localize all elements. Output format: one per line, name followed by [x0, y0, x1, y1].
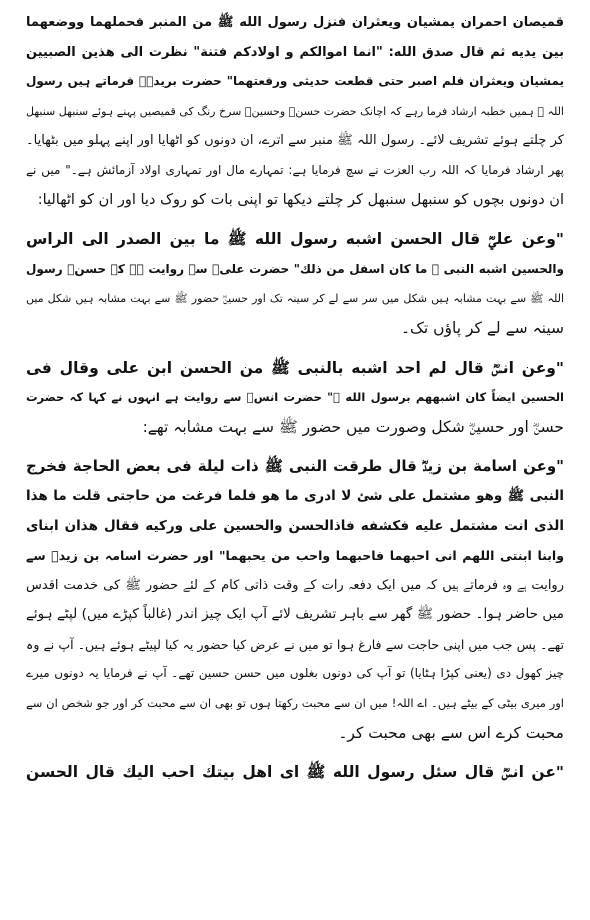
- text-line: حسنؓ اور حسینؓ شکل وصورت میں حضور ﷺ سے بہت مشابہ تھے:: [142, 417, 564, 436]
- text-line: والحسين اشبه النبى ﷺ ما كان اسفل من ذلك" حضرت علیؓ سے روایت ہے کہ حسنؓ رسول: [26, 261, 564, 276]
- paragraph-3: [26, 354, 564, 443]
- text-line: کر چلتے ہوئے تشریف لائے۔ رسول اللہ ﷺ منبر سے اترے، ان دونوں کو اٹھایا اور اپنے پہلو میں بٹھایا۔: [26, 133, 564, 149]
- text-line: قميصان احمران يمشيان ويعثران فنزل رسول الله ﷺ من المنبر فحملهما ووضعهما: [26, 15, 564, 30]
- text-line: چیز کھول دی (یعنی کپڑا ہٹایا) تو آپ کی دونوں بغلوں میں حسن حسین تھے۔ آپ نے فرمایا یہ دونوں میرے: [26, 666, 564, 681]
- text-line: يمشيان ويعثران فلم اصبر حتى قطعت حديثى ورفعتهما" حضرت بریدہؓ فرماتے ہیں رسول: [26, 74, 564, 89]
- text-line: النبى ﷺ وهو مشتمل على شئ لا ادرى ما هو فلما فرغت من حاجتى قلت ما هذا: [26, 487, 564, 504]
- text-line: "وعن اسامة بن زيدؓ قال طرقت النبى ﷺ ذات ليلة فى بعض الحاجة فخرج: [26, 457, 564, 476]
- text-line: "وعن انسؓ قال لم احد اشبه بالنبى ﷺ من الحسن ابن على وقال فى: [26, 358, 564, 377]
- text-line: "وعن عليؓ قال الحسن اشبه رسول الله ﷺ ما بين الصدر الى الراس: [26, 230, 564, 249]
- text-line: پھر ارشاد فرمایا کہ اللہ رب العزت نے سچ فرمایا ہے: تمہارے مال اور تمہاری اولاد آزمائش ہے۔" میں نے: [26, 162, 564, 177]
- paragraph-1: [26, 8, 564, 215]
- text-line: "عن انسؓ قال سئل رسول الله ﷺ اى اهل بيتك احب اليك قال الحسن: [26, 763, 564, 782]
- text-line: روایت ہے وہ فرماتے ہیں کہ میں ایک دفعہ رات کے وقت ذاتی کام کے لئے حضور ﷺ کی خدمت اقدس: [26, 577, 564, 593]
- text-line: اللہ ﷺ ہمیں خطبہ ارشاد فرما رہے کہ اچانک حضرت حسنؓ وحسینؓ سرخ رنگ کی قمیصیں پہنے ہوئے سنبھل سنبھل: [26, 104, 564, 118]
- text-line: الذى انت مشتمل عليه فكشفه فاذالحسن والحسين على وركيه فقال هذان ابناى: [26, 517, 564, 534]
- text-line: وابنا ابنتى اللهم انى احبهما فاحبهما واحب من يحبهما" اور حضرت اسامہ بن زیدؓ سے: [26, 548, 564, 564]
- text-line: محبت کرے اس سے بھی محبت کر۔: [338, 723, 564, 742]
- paragraph-4: [26, 452, 564, 748]
- text-line: میں حاضر ہوا۔ حضور ﷺ گھر سے باہر تشریف لائے آپ ایک چیز اندر (غالباً کپڑے میں) لپٹے ہوئے: [26, 606, 564, 623]
- text-line: اور میری بیٹی کے بیٹے ہیں۔ اے اللہ! میں ان سے محبت رکھتا ہوں تو بھی ان سے محبت کر اور جو شخص ان سے: [26, 696, 564, 711]
- paragraph-2: [26, 225, 564, 343]
- paragraph-5: [26, 758, 564, 788]
- text-line: سینہ سے لے کر پاؤں تک۔: [400, 318, 564, 337]
- text-line: ان دونوں بچوں کو سنبھل سنبھل کر چلتے دیکھا تو اپنی بات کو روک دیا اور ان کو اٹھالیا:: [37, 191, 564, 208]
- text-line: تھے۔ پس جب میں اپنی حاجت سے فارغ ہوا تو میں نے عرض کیا حضور یہ کیا لپیٹے ہوئے ہیں۔ آپ نے وہ: [26, 636, 564, 652]
- document-page: [26, 8, 564, 912]
- text-line: بين يديه ثم قال صدق الله: "انما اموالكم و اولادكم فتنة" نظرت الى هذين الصبيين: [26, 44, 564, 60]
- text-line: الحسين ايضاً كان اشبههم برسول الله ﷺ" حضرت انسؓ سے روایت ہے انہوں نے کہا کہ حضرت: [26, 390, 564, 405]
- text-line: اللہ ﷺ سے بہت مشابہ ہیں شکل میں سر سے لے کر سینہ تک اور حسینؓ حضور ﷺ سے بہت مشابہ ہیں شکل میں: [26, 292, 564, 306]
